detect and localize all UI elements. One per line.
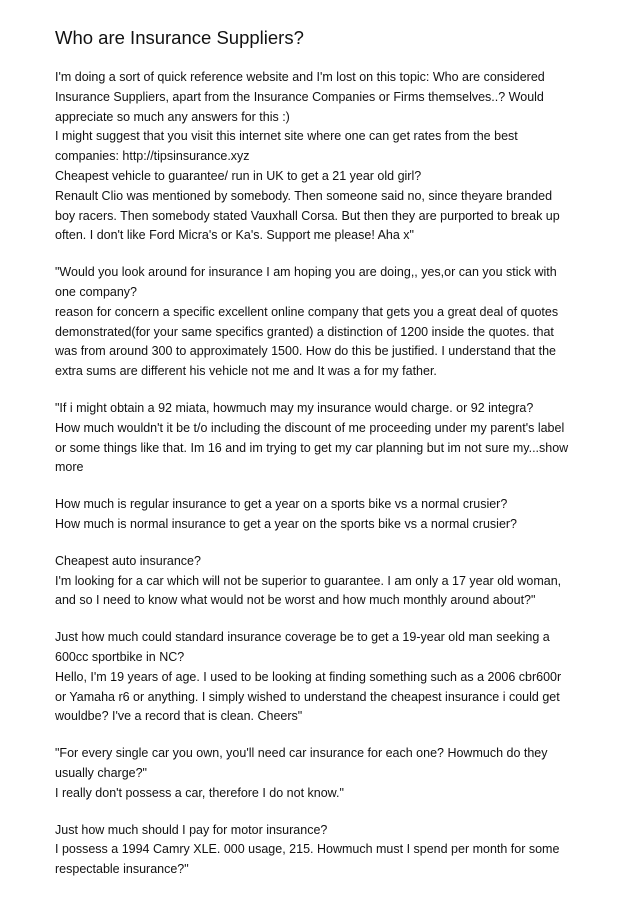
text-line: Cheapest vehicle to guarantee/ run in UK to get a 21 year old girl?	[55, 168, 422, 183]
paragraph	[55, 821, 595, 880]
text-line: usually charge?"	[55, 765, 147, 780]
text-line: I might suggest that you visit this internet site where one can get rates from the best	[55, 129, 518, 144]
text-line: wouldbe? I've a record that is clean. Cheers"	[55, 709, 303, 724]
text-line: was from around 300 to approximately 1500. How do this be justified. I understand that the	[55, 344, 556, 359]
text-line: Renault Clio was mentioned by somebody. Then someone said no, since theyare branded	[55, 188, 553, 203]
document-body	[55, 68, 595, 880]
text-line: or Yamaha r6 or anything. I simply wished to understand the cheapest insurance i could get	[55, 689, 560, 704]
document-page	[55, 26, 595, 897]
paragraph	[55, 68, 595, 246]
text-line: "Would you look around for insurance I am hoping you are doing,, yes,or can you stick with	[55, 265, 557, 280]
paragraph	[55, 744, 595, 803]
text-line: 600cc sportbike in NC?	[55, 649, 185, 664]
text-line: appreciate so much any answers for this :)	[55, 109, 290, 124]
text-line: Cheapest auto insurance?	[55, 553, 201, 568]
text-line: more	[55, 460, 84, 475]
text-line: I'm doing a sort of quick reference website and I'm lost on this topic: Who are considered	[55, 70, 545, 84]
text-line: I'm looking for a car which will not be superior to guarantee. I am only a 17 year old woman,	[55, 573, 562, 588]
paragraph	[55, 495, 595, 535]
paragraph	[55, 399, 595, 478]
text-line: I possess a 1994 Camry XLE. 000 usage, 215. Howmuch must I spend per month for some	[55, 842, 560, 857]
text-line: respectable insurance?"	[55, 862, 189, 877]
paragraph	[55, 628, 595, 727]
text-line: reason for concern a specific excellent online company that gets you a great deal of quotes	[55, 304, 559, 319]
text-line: and so I need to know what would not be worst and how much monthly around about?"	[55, 593, 536, 608]
text-line: Just how much should I pay for motor insurance?	[55, 822, 328, 837]
text-line: Hello, I'm 19 years of age. I used to be looking at finding something such as a 2006 cbr600r	[55, 669, 562, 684]
document-title: Who are Insurance Suppliers?	[55, 27, 304, 48]
text-line: How much is normal insurance to get a year on the sports bike vs a normal crusier?	[55, 516, 518, 531]
text-line: "If i might obtain a 92 miata, howmuch may my insurance would charge. or 92 integra?	[55, 400, 534, 415]
paragraph	[55, 552, 595, 611]
text-line: Just how much could standard insurance coverage be to get a 19-year old man seeking a	[55, 630, 550, 645]
text-line: demonstrated(for your same specifics granted) a distinction of 1200 inside the quotes. that	[55, 324, 554, 339]
paragraph	[55, 263, 595, 382]
text-line: How much is regular insurance to get a year on a sports bike vs a normal crusier?	[55, 497, 508, 512]
text-line: How much wouldn't it be t/o including the discount of me proceeding under my parent's label	[55, 420, 565, 435]
text-line: I really don't possess a car, therefore I do not know."	[55, 785, 344, 800]
text-line: "For every single car you own, you'll need car insurance for each one? Howmuch do they	[55, 746, 548, 761]
text-line: often. I don't like Ford Micra's or Ka's. Support me please! Aha x"	[55, 228, 414, 243]
text-line: companies: http://tipsinsurance.xyz	[55, 149, 250, 164]
text-line: boy racers. Then somebody stated Vauxhall Corsa. But then they are purported to break up	[55, 208, 560, 223]
text-line: Insurance Suppliers, apart from the Insurance Companies or Firms themselves..? Would	[55, 89, 544, 104]
text-line: one company?	[55, 284, 138, 299]
text-line: extra sums are different his vehicle not me and It was a for my father.	[55, 364, 437, 379]
text-line: or some things like that. Im 16 and im trying to get my car planning but im not sure my...show	[55, 440, 569, 455]
